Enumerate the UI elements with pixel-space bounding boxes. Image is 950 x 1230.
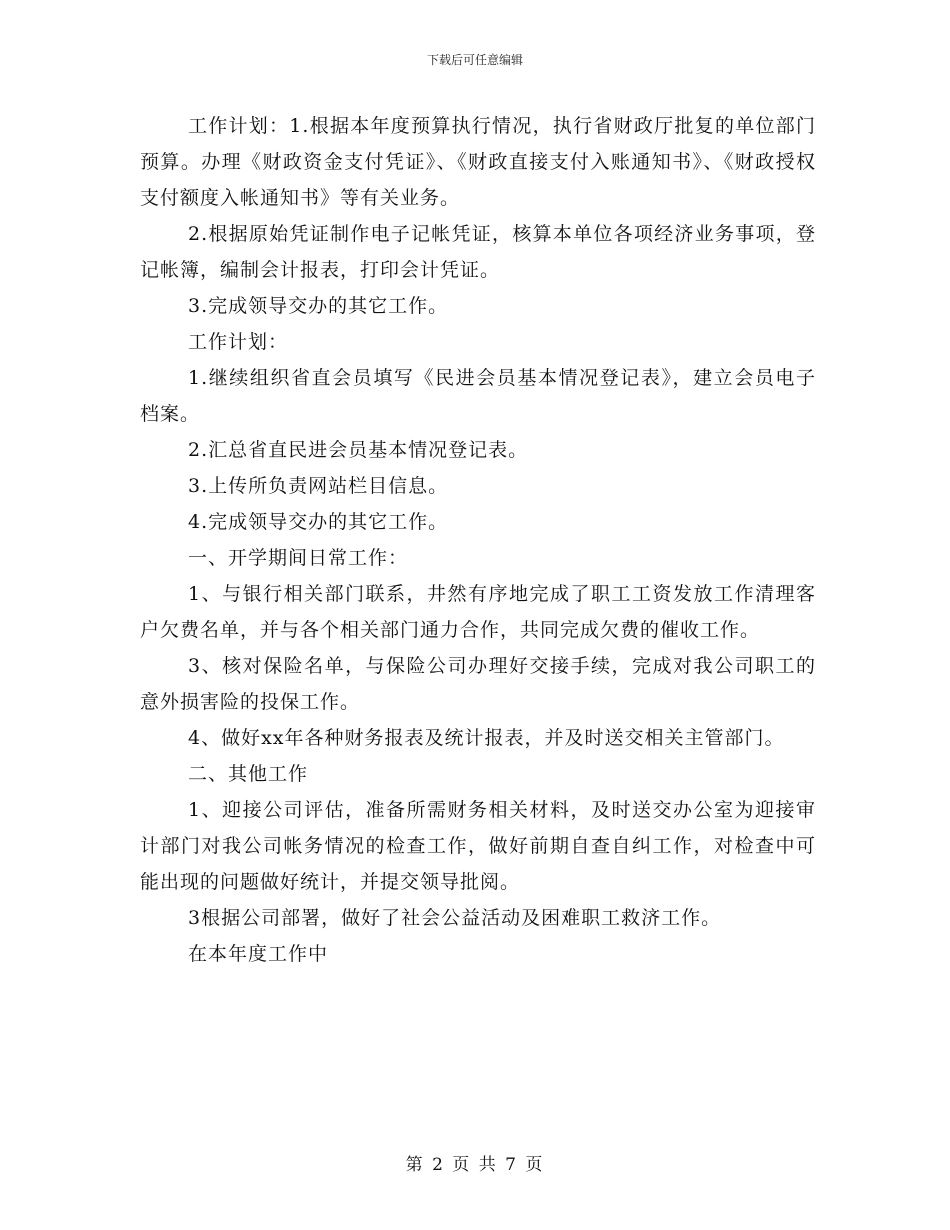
paragraph: 工作计划：1.根据本年度预算执行情况，执行省财政厅批复的单位部门预算。办理《财政资金支付凭证》、《财政直接支付入账通知书》、《财政授权支付额度入帐通知书》等有关业务。 (140, 115, 816, 209)
paragraph: 4.完成领导交办的其它工作。 (188, 511, 449, 533)
paragraph: 3.上传所负责网站栏目信息。 (188, 475, 449, 497)
page-header: 下载后可任意编辑 (426, 53, 523, 67)
paragraph: 3.完成领导交办的其它工作。 (188, 295, 449, 317)
paragraph: 1、与银行相关部门联系，井然有序地完成了职工工资发放工作清理客户欠费名单，并与各个相关部门通力合作，共同完成欠费的催收工作。 (140, 583, 816, 641)
paragraph: 4、做好xx年各种财务报表及统计报表，并及时送交相关主管部门。 (188, 727, 785, 749)
document-body (140, 108, 816, 972)
page-number: 第 2 页 共 7 页 (405, 1155, 545, 1175)
paragraph: 2.根据原始凭证制作电子记帐凭证，核算本单位各项经济业务事项，登记帐簿，编制会计报表，打印会计凭证。 (140, 223, 816, 281)
paragraph: 3、核对保险名单，与保险公司办理好交接手续，完成对我公司职工的意外损害险的投保工作。 (140, 655, 816, 713)
paragraph: 1.继续组织省直会员填写《民进会员基本情况登记表》，建立会员电子档案。 (140, 367, 816, 425)
paragraph: 1、迎接公司评估，准备所需财务相关材料，及时送交办公室为迎接审计部门对我公司帐务情况的检查工作，做好前期自查自纠工作，对检查中可能出现的问题做好统计，并提交领导批阅。 (140, 799, 816, 893)
paragraph: 3根据公司部署，做好了社会公益活动及困难职工救济工作。 (188, 907, 722, 929)
section-heading: 一、开学期间日常工作： (188, 547, 409, 569)
paragraph: 2.汇总省直民进会员基本情况登记表。 (188, 439, 529, 461)
section-heading: 二、其他工作 (188, 763, 309, 785)
paragraph: 在本年度工作中 (188, 943, 329, 965)
paragraph: 工作计划： (188, 331, 289, 353)
